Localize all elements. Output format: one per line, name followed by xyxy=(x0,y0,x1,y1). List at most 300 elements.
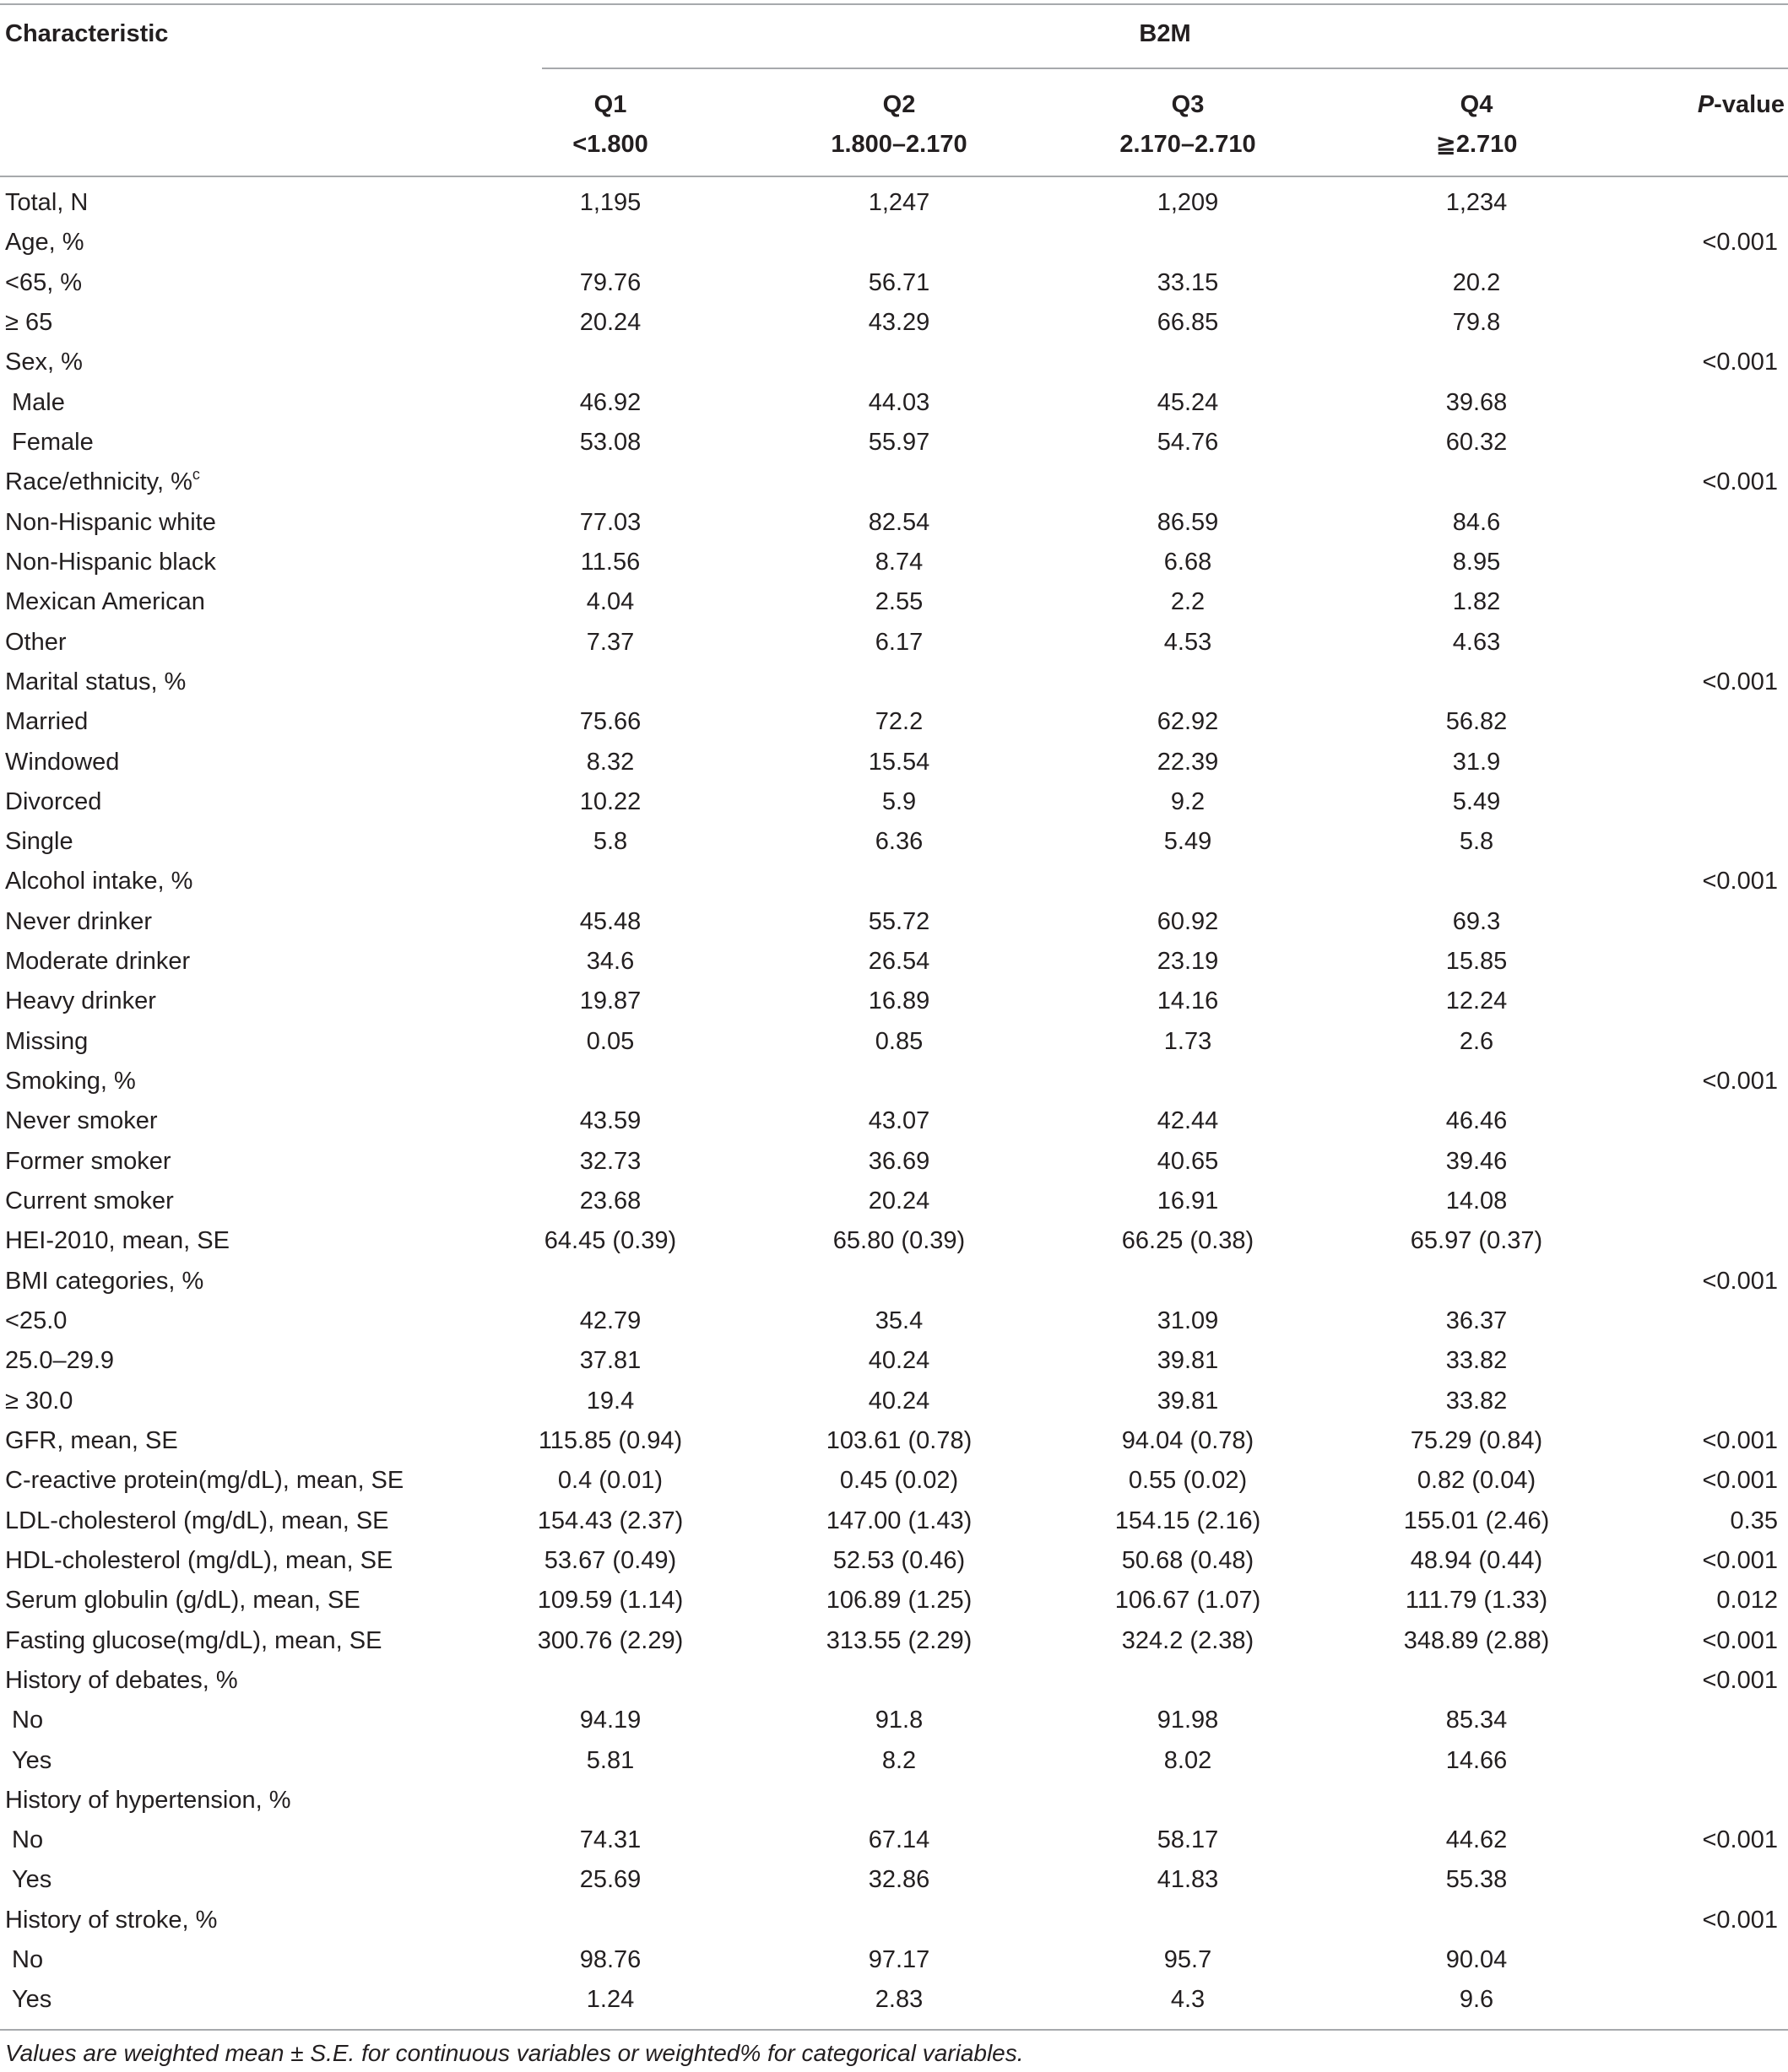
row-label xyxy=(5,1541,393,1581)
cell-q1: 25.69 xyxy=(579,1866,642,1894)
cell-q1: 37.81 xyxy=(579,1347,642,1375)
header-q3 xyxy=(1036,89,1340,160)
row-label xyxy=(12,1820,43,1860)
row-label xyxy=(5,1901,217,1940)
cell-q1: 79.76 xyxy=(579,268,642,296)
cell-q3: 39.81 xyxy=(1157,1387,1219,1415)
cell-q2: 313.55 (2.29) xyxy=(826,1626,973,1654)
cell-q2: 43.07 xyxy=(868,1107,930,1135)
cell-q2: 82.54 xyxy=(868,508,930,536)
cell-q4: 56.82 xyxy=(1445,708,1508,736)
cell-q1: 23.68 xyxy=(579,1187,642,1215)
cell-q4: 39.68 xyxy=(1445,388,1508,416)
row-label-text: 25.0–29.9 xyxy=(5,1347,115,1375)
header-q2 xyxy=(747,89,1051,160)
row-label-text: GFR, mean, SE xyxy=(5,1426,178,1454)
table-row xyxy=(0,183,1788,223)
table-row xyxy=(0,1541,1788,1581)
row-label-text: Female xyxy=(12,428,94,456)
row-label xyxy=(5,782,101,822)
table-row xyxy=(0,822,1788,862)
header-q1 xyxy=(458,89,762,160)
cell-q2: 44.03 xyxy=(868,388,930,416)
header-pvalue xyxy=(1698,89,1785,120)
row-label-text: Windowed xyxy=(5,748,120,776)
row-label-text: Non-Hispanic black xyxy=(5,548,216,576)
row-label xyxy=(5,1101,158,1141)
table-row xyxy=(0,862,1788,901)
cell-q2: 5.9 xyxy=(881,787,917,815)
row-label-text: History of hypertension, % xyxy=(5,1786,291,1814)
row-label xyxy=(5,743,119,782)
row-label xyxy=(5,1461,404,1501)
cell-q4: 33.82 xyxy=(1445,1347,1508,1375)
table-row xyxy=(0,1421,1788,1461)
cell-q3: 66.25 (0.38) xyxy=(1121,1227,1254,1255)
header-pvalue-rest: -value xyxy=(1714,91,1785,118)
cell-q1: 154.43 (2.37) xyxy=(537,1507,684,1534)
row-label-text: Yes xyxy=(12,1746,52,1774)
row-label xyxy=(5,1421,178,1461)
cell-q4: 8.95 xyxy=(1452,548,1501,576)
cell-q4: 5.49 xyxy=(1452,787,1501,815)
cell-q4: 65.97 (0.37) xyxy=(1410,1227,1543,1255)
row-label xyxy=(5,543,216,582)
row-label-text: Yes xyxy=(12,1986,52,2014)
row-label-text: LDL-cholesterol (mg/dL), mean, SE xyxy=(5,1507,389,1534)
cell-q1: 0.4 (0.01) xyxy=(557,1467,664,1495)
cell-q2: 0.45 (0.02) xyxy=(839,1467,959,1495)
row-label-text: Married xyxy=(5,708,89,736)
cell-q4: 33.82 xyxy=(1445,1387,1508,1415)
cell-q3: 39.81 xyxy=(1157,1347,1219,1375)
row-label xyxy=(5,623,67,663)
row-label xyxy=(12,1860,51,1900)
row-label xyxy=(5,1221,230,1261)
cell-q3: 31.09 xyxy=(1157,1307,1219,1334)
table-row xyxy=(0,1142,1788,1182)
table-row xyxy=(0,343,1788,382)
table-row xyxy=(0,1901,1788,1940)
table-footnote: Values are weighted mean ± S.E. for continuous variables or weighted% for categorical variables. xyxy=(5,2040,1024,2066)
row-label xyxy=(5,463,200,502)
table-row xyxy=(0,1860,1788,1900)
cell-q4: 85.34 xyxy=(1445,1707,1508,1734)
cell-q2: 52.53 (0.46) xyxy=(832,1546,966,1574)
header-q4-label: Q4 xyxy=(1460,91,1493,118)
cell-q2: 15.54 xyxy=(868,748,930,776)
row-label xyxy=(12,1701,43,1740)
cell-pvalue: <0.001 xyxy=(1702,1467,1778,1495)
cell-q3: 6.68 xyxy=(1163,548,1212,576)
table-row xyxy=(0,463,1788,502)
cell-q1: 5.81 xyxy=(586,1746,635,1774)
row-label-text: Never drinker xyxy=(5,907,153,935)
cell-pvalue: <0.001 xyxy=(1702,1068,1778,1095)
header-q1-label: Q1 xyxy=(593,91,627,118)
cell-q2: 1,247 xyxy=(868,189,930,216)
cell-q1: 53.08 xyxy=(579,428,642,456)
cell-q3: 106.67 (1.07) xyxy=(1114,1587,1261,1615)
cell-q1: 1,195 xyxy=(579,189,642,216)
cell-q3: 58.17 xyxy=(1157,1826,1219,1854)
cell-q4: 111.79 (1.33) xyxy=(1405,1587,1548,1615)
table-row xyxy=(0,582,1788,622)
cell-pvalue: <0.001 xyxy=(1702,1826,1778,1854)
table-row xyxy=(0,1820,1788,1860)
cell-q2: 6.17 xyxy=(875,628,924,656)
row-label xyxy=(5,1262,203,1301)
row-label xyxy=(5,902,152,942)
row-label-text: Current smoker xyxy=(5,1187,174,1215)
cell-q2: 97.17 xyxy=(868,1946,930,1974)
table-row xyxy=(0,1221,1788,1261)
cell-q1: 20.24 xyxy=(579,309,642,336)
header-q1-range: <1.800 xyxy=(572,131,648,158)
cell-q4: 348.89 (2.88) xyxy=(1403,1626,1550,1654)
cell-q1: 5.8 xyxy=(593,828,628,856)
cell-q2: 35.4 xyxy=(875,1307,924,1334)
cell-q2: 36.69 xyxy=(868,1147,930,1175)
cell-q3: 40.65 xyxy=(1157,1147,1219,1175)
row-label-text: Missing xyxy=(5,1027,89,1055)
cell-pvalue: <0.001 xyxy=(1702,1546,1778,1574)
cell-q3: 14.16 xyxy=(1157,987,1219,1015)
table-row xyxy=(0,982,1788,1021)
cell-q4: 79.8 xyxy=(1452,309,1501,336)
row-label xyxy=(5,1022,88,1062)
row-label-text: Never smoker xyxy=(5,1107,158,1135)
cell-q2: 72.2 xyxy=(875,708,924,736)
cell-q4: 1.82 xyxy=(1452,588,1501,616)
cell-q2: 106.89 (1.25) xyxy=(826,1587,973,1615)
cell-q3: 60.92 xyxy=(1157,907,1219,935)
cell-q4: 1,234 xyxy=(1445,189,1508,216)
row-label-text: <65, % xyxy=(5,268,83,296)
row-label-text: Marital status, % xyxy=(5,668,187,695)
cell-pvalue: <0.001 xyxy=(1702,1426,1778,1454)
cell-q4: 55.38 xyxy=(1445,1866,1508,1894)
table-row xyxy=(0,1661,1788,1701)
row-label xyxy=(12,423,94,463)
cell-q2: 103.61 (0.78) xyxy=(826,1426,973,1454)
cell-q1: 115.85 (0.94) xyxy=(538,1426,683,1454)
cell-q3: 91.98 xyxy=(1157,1707,1219,1734)
row-label xyxy=(5,183,88,223)
row-label-text: Alcohol intake, % xyxy=(5,868,193,895)
table-row xyxy=(0,1621,1788,1661)
row-label xyxy=(5,1382,73,1421)
header-q4-range: ≧2.710 xyxy=(1435,131,1518,158)
cell-q4: 84.6 xyxy=(1452,508,1501,536)
cell-q4: 4.63 xyxy=(1452,628,1501,656)
cell-q1: 77.03 xyxy=(579,508,642,536)
table-row xyxy=(0,1501,1788,1541)
header-pvalue-italic: P xyxy=(1697,91,1715,118)
row-label xyxy=(5,263,82,303)
cell-q2: 40.24 xyxy=(868,1347,930,1375)
cell-pvalue: 0.35 xyxy=(1730,1507,1778,1534)
cell-q2: 2.83 xyxy=(875,1986,924,2014)
cell-q1: 11.56 xyxy=(580,548,641,576)
table-row xyxy=(0,503,1788,543)
cell-q1: 109.59 (1.14) xyxy=(537,1587,684,1615)
row-label-text: Heavy drinker xyxy=(5,987,156,1015)
row-label-text: Yes xyxy=(12,1866,52,1894)
cell-q1: 94.19 xyxy=(579,1707,642,1734)
cell-q4: 14.66 xyxy=(1445,1746,1508,1774)
row-label-text: Sex, % xyxy=(5,349,83,376)
table-row xyxy=(0,223,1788,262)
row-label xyxy=(5,503,216,543)
table-row xyxy=(0,543,1788,582)
table-row xyxy=(0,1461,1788,1501)
header-group: B2M xyxy=(1139,20,1191,47)
cell-q1: 46.92 xyxy=(579,388,642,416)
table-row xyxy=(0,702,1788,742)
row-label-text: HEI-2010, mean, SE xyxy=(5,1227,230,1255)
header-q3-range: 2.170–2.710 xyxy=(1119,131,1256,158)
cell-pvalue: <0.001 xyxy=(1702,868,1778,895)
row-label-text: Divorced xyxy=(5,787,102,815)
row-label-text: Race/ethnicity, % xyxy=(5,468,192,496)
cell-q3: 154.15 (2.16) xyxy=(1114,1507,1261,1534)
row-label xyxy=(5,582,205,622)
row-label-text: No xyxy=(12,1946,44,1974)
cell-q1: 4.04 xyxy=(586,588,635,616)
cell-q3: 41.83 xyxy=(1157,1866,1219,1894)
row-label-text: HDL-cholesterol (mg/dL), mean, SE xyxy=(5,1546,393,1574)
cell-q1: 43.59 xyxy=(579,1107,642,1135)
cell-q2: 56.71 xyxy=(868,268,930,296)
cell-q2: 8.2 xyxy=(881,1746,917,1774)
row-label xyxy=(5,1062,136,1101)
cell-q4: 46.46 xyxy=(1445,1107,1508,1135)
row-label-text: Single xyxy=(5,828,73,856)
cell-q1: 42.79 xyxy=(579,1307,642,1334)
cell-q1: 19.87 xyxy=(579,987,642,1015)
cell-q2: 91.8 xyxy=(875,1707,924,1734)
row-label xyxy=(5,303,52,343)
row-label xyxy=(5,1182,174,1221)
cell-q1: 98.76 xyxy=(579,1946,642,1974)
row-label xyxy=(5,1661,238,1701)
cell-q4: 5.8 xyxy=(1459,828,1494,856)
cell-q3: 45.24 xyxy=(1157,388,1219,416)
cell-q4: 75.29 (0.84) xyxy=(1410,1426,1543,1454)
table-row xyxy=(0,1940,1788,1980)
row-label-text: ≥ 30.0 xyxy=(5,1387,73,1415)
cell-q3: 54.76 xyxy=(1157,428,1219,456)
cell-q1: 8.32 xyxy=(586,748,635,776)
cell-q1: 34.6 xyxy=(586,948,635,976)
row-label-text: Male xyxy=(12,388,65,416)
row-label-text: Age, % xyxy=(5,229,84,257)
cell-q4: 12.24 xyxy=(1445,987,1508,1015)
cell-q4: 15.85 xyxy=(1445,948,1508,976)
cell-q3: 0.55 (0.02) xyxy=(1128,1467,1248,1495)
header-bottom-rule xyxy=(0,176,1788,177)
row-label xyxy=(5,822,73,862)
cell-q4: 9.6 xyxy=(1459,1986,1494,2014)
cell-q3: 42.44 xyxy=(1157,1107,1219,1135)
cell-q3: 4.53 xyxy=(1163,628,1212,656)
cell-q2: 16.89 xyxy=(868,987,930,1015)
table-row xyxy=(0,423,1788,463)
cell-q1: 32.73 xyxy=(579,1147,642,1175)
table-row xyxy=(0,1182,1788,1221)
cell-pvalue: <0.001 xyxy=(1702,1906,1778,1934)
cell-q4: 36.37 xyxy=(1445,1307,1508,1334)
table-row xyxy=(0,902,1788,942)
row-label xyxy=(5,1341,114,1381)
cell-pvalue: <0.001 xyxy=(1702,468,1778,496)
cell-q3: 1.73 xyxy=(1163,1027,1212,1055)
cell-q2: 65.80 (0.39) xyxy=(832,1227,966,1255)
header-group-rule xyxy=(542,68,1788,69)
row-label xyxy=(5,862,192,901)
table-row xyxy=(0,263,1788,303)
cell-pvalue: 0.012 xyxy=(1716,1587,1778,1615)
table-row xyxy=(0,1741,1788,1781)
table-row xyxy=(0,1101,1788,1141)
cell-q1: 53.67 (0.49) xyxy=(544,1546,677,1574)
row-label-text: Former smoker xyxy=(5,1147,171,1175)
row-label-text: <25.0 xyxy=(5,1307,68,1334)
row-label-superscript: c xyxy=(192,465,200,483)
cell-q2: 147.00 (1.43) xyxy=(826,1507,973,1534)
cell-q2: 6.36 xyxy=(875,828,924,856)
cell-q4: 90.04 xyxy=(1445,1946,1508,1974)
cell-q4: 48.94 (0.44) xyxy=(1410,1546,1543,1574)
table-row xyxy=(0,623,1788,663)
row-label xyxy=(5,982,156,1021)
cell-q3: 33.15 xyxy=(1157,268,1219,296)
row-label xyxy=(5,702,88,742)
cell-pvalue: <0.001 xyxy=(1702,229,1778,257)
table-row xyxy=(0,1581,1788,1620)
table-row xyxy=(0,1701,1788,1740)
cell-q1: 1.24 xyxy=(586,1986,635,2014)
row-label-text: C-reactive protein(mg/dL), mean, SE xyxy=(5,1467,404,1495)
header-q4 xyxy=(1325,89,1628,160)
cell-q3: 95.7 xyxy=(1163,1946,1212,1974)
row-label xyxy=(12,1741,51,1781)
cell-q3: 86.59 xyxy=(1157,508,1219,536)
cell-pvalue: <0.001 xyxy=(1702,349,1778,376)
cell-q2: 2.55 xyxy=(875,588,924,616)
header-q3-label: Q3 xyxy=(1171,91,1205,118)
cell-q3: 94.04 (0.78) xyxy=(1121,1426,1254,1454)
cell-q4: 39.46 xyxy=(1445,1147,1508,1175)
cell-pvalue: <0.001 xyxy=(1702,1267,1778,1295)
table-row xyxy=(0,1022,1788,1062)
table-row xyxy=(0,1341,1788,1381)
row-label-text: Mexican American xyxy=(5,588,205,616)
table-row xyxy=(0,942,1788,982)
row-label xyxy=(5,223,84,262)
table-row xyxy=(0,383,1788,423)
row-label-text: Moderate drinker xyxy=(5,948,191,976)
row-label xyxy=(12,1940,43,1980)
table-row xyxy=(0,1781,1788,1820)
row-label-text: Non-Hispanic white xyxy=(5,508,216,536)
cell-q2: 55.72 xyxy=(868,907,930,935)
table-row xyxy=(0,1980,1788,2020)
table-row xyxy=(0,1382,1788,1421)
row-label xyxy=(5,343,83,382)
cell-q3: 9.2 xyxy=(1170,787,1206,815)
cell-q2: 32.86 xyxy=(868,1866,930,1894)
table-row xyxy=(0,303,1788,343)
cell-q2: 40.24 xyxy=(868,1387,930,1415)
cell-q4: 14.08 xyxy=(1445,1187,1508,1215)
cell-q4: 44.62 xyxy=(1445,1826,1508,1854)
row-label xyxy=(5,942,190,982)
row-label xyxy=(5,1301,67,1341)
cell-q3: 1,209 xyxy=(1157,189,1219,216)
cell-q2: 67.14 xyxy=(868,1826,930,1854)
cell-q4: 20.2 xyxy=(1452,268,1501,296)
table-row xyxy=(0,1062,1788,1101)
table-row xyxy=(0,743,1788,782)
row-label-text: Other xyxy=(5,628,67,656)
table-row xyxy=(0,1262,1788,1301)
row-label xyxy=(5,1781,290,1820)
cell-q1: 75.66 xyxy=(579,708,642,736)
cell-pvalue: <0.001 xyxy=(1702,668,1778,695)
cell-q2: 43.29 xyxy=(868,309,930,336)
row-label xyxy=(5,663,186,702)
cell-q3: 8.02 xyxy=(1163,1746,1212,1774)
header-q2-label: Q2 xyxy=(882,91,916,118)
table-row xyxy=(0,1301,1788,1341)
row-label-text: Serum globulin (g/dL), mean, SE xyxy=(5,1587,360,1615)
cell-q3: 2.2 xyxy=(1170,588,1206,616)
header-characteristic: Characteristic xyxy=(5,20,169,47)
cell-pvalue: <0.001 xyxy=(1702,1666,1778,1694)
cell-q1: 64.45 (0.39) xyxy=(544,1227,677,1255)
cell-q3: 324.2 (2.38) xyxy=(1121,1626,1254,1654)
cell-q2: 26.54 xyxy=(868,948,930,976)
cell-q1: 19.4 xyxy=(586,1387,635,1415)
row-label-text: BMI categories, % xyxy=(5,1267,204,1295)
cell-q4: 2.6 xyxy=(1459,1027,1494,1055)
cell-q1: 7.37 xyxy=(586,628,635,656)
cell-q2: 55.97 xyxy=(868,428,930,456)
cell-q3: 22.39 xyxy=(1157,748,1219,776)
cell-q2: 0.85 xyxy=(875,1027,924,1055)
row-label-text: No xyxy=(12,1826,44,1854)
cell-q3: 4.3 xyxy=(1170,1986,1206,2014)
cell-q2: 20.24 xyxy=(868,1187,930,1215)
table-row xyxy=(0,663,1788,702)
cell-q4: 69.3 xyxy=(1452,907,1501,935)
cell-q3: 50.68 (0.48) xyxy=(1121,1546,1254,1574)
row-label-text: Fasting glucose(mg/dL), mean, SE xyxy=(5,1626,382,1654)
row-label-text: History of stroke, % xyxy=(5,1906,218,1934)
cell-q2: 8.74 xyxy=(875,548,924,576)
cell-q1: 10.22 xyxy=(579,787,642,815)
cell-q4: 31.9 xyxy=(1452,748,1501,776)
table-top-rule xyxy=(0,3,1788,5)
row-label xyxy=(12,1980,51,2020)
table-row xyxy=(0,782,1788,822)
row-label xyxy=(5,1581,360,1620)
header-q2-range: 1.800–2.170 xyxy=(831,131,967,158)
cell-q3: 66.85 xyxy=(1157,309,1219,336)
cell-q4: 60.32 xyxy=(1445,428,1508,456)
